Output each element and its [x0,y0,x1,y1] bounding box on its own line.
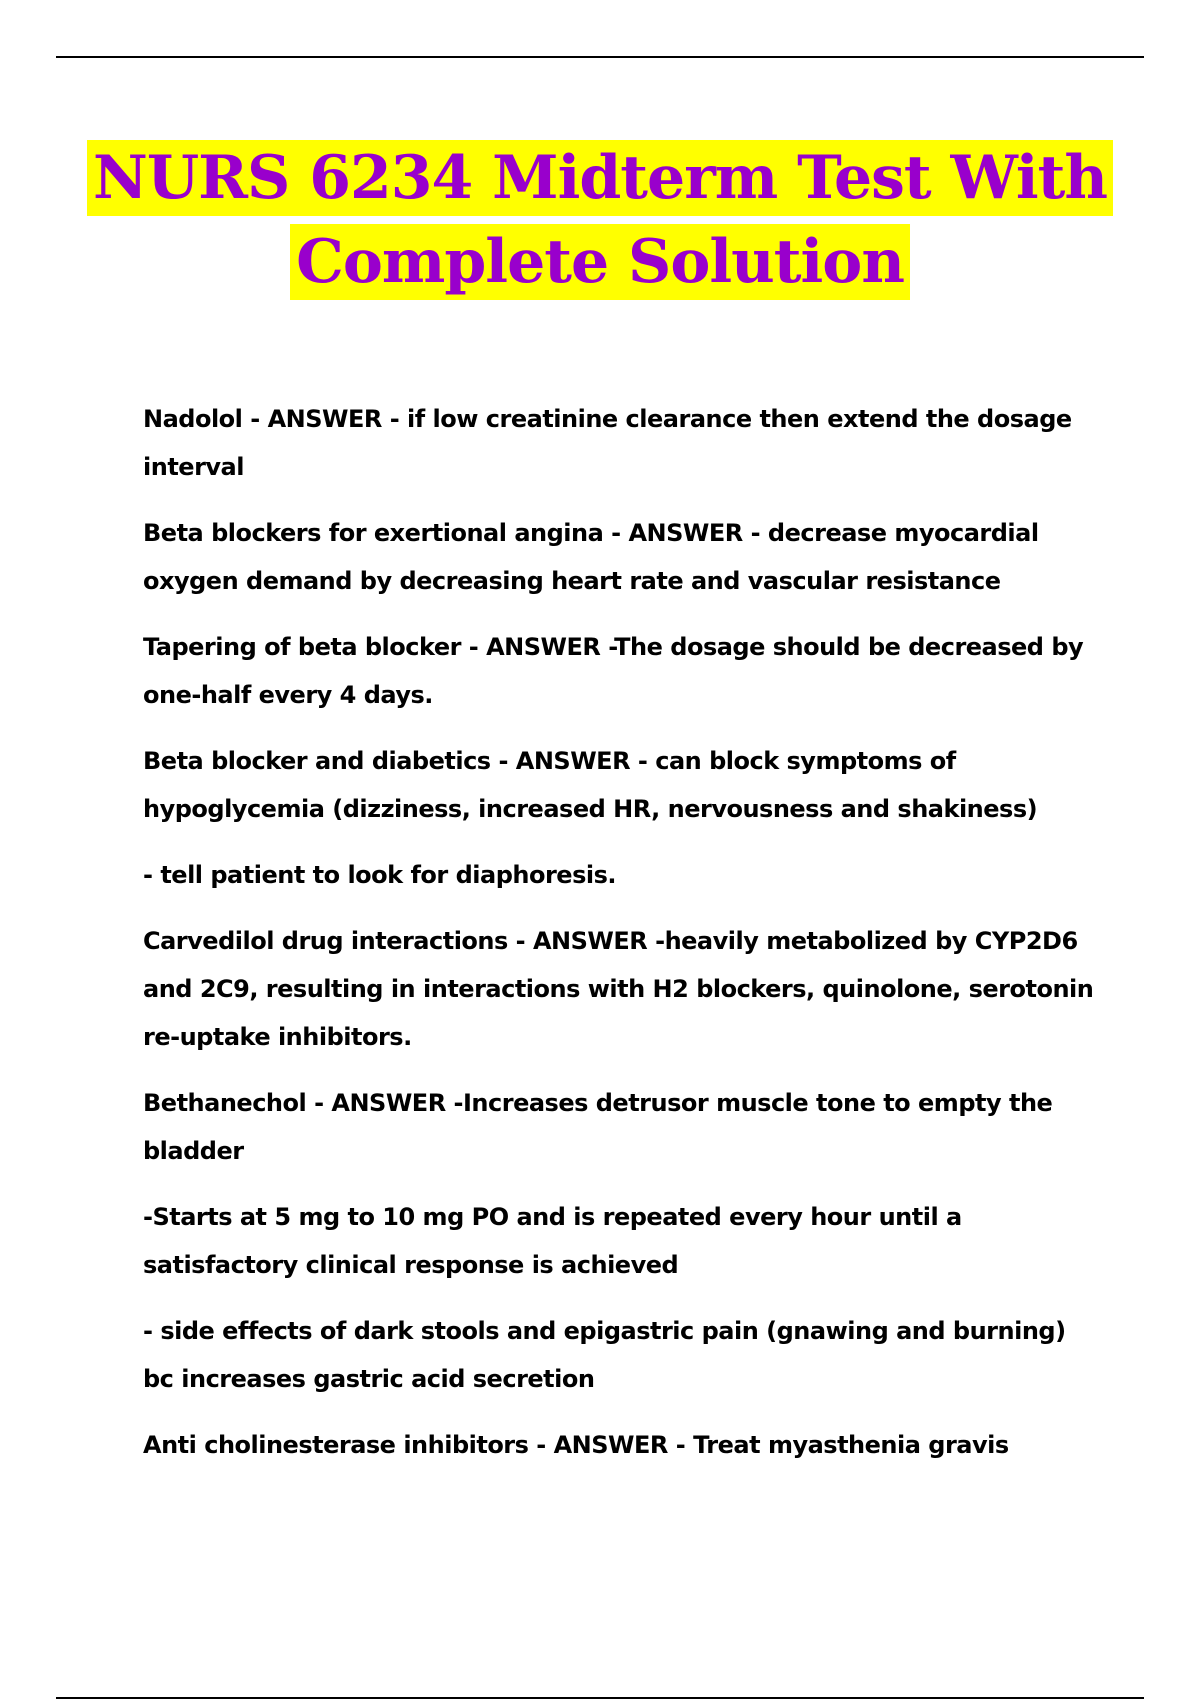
qa-paragraph: -Starts at 5 mg to 10 mg PO and is repeated every hour until a satisfactory clinical response is achieved [143,1203,962,1279]
qa-paragraph: Anti cholinesterase inhibitors - ANSWER - Treat myasthenia gravis [143,1431,1009,1459]
qa-paragraph: Carvedilol drug interactions - ANSWER -heavily metabolized by CYP2D6 and 2C9, resulting in interactions with H2 blockers, quinolone, serotonin re-uptake inhibitors. [143,927,1094,1051]
qa-paragraph: Nadolol - ANSWER - if low creatinine clearance then extend the dosage interval [143,405,1072,481]
qa-paragraph: Bethanechol - ANSWER -Increases detrusor muscle tone to empty the bladder [143,1089,1053,1165]
document-title [0,140,1200,300]
qa-paragraph: Beta blockers for exertional angina - ANSWER - decrease myocardial oxygen demand by decreasing heart rate and vascular resistance [143,519,1039,595]
qa-paragraph: Tapering of beta blocker - ANSWER -The dosage should be decreased by one-half every 4 days. [143,633,1084,709]
title-line-1: NURS 6234 Midterm Test With [87,140,1113,216]
title-line-2: Complete Solution [290,224,910,300]
qa-paragraph: - side effects of dark stools and epigastric pain (gnawing and burning) bc increases gastric acid secretion [143,1317,1066,1393]
qa-list [143,395,1103,1487]
bottom-rule [56,1697,1144,1699]
top-rule [56,56,1144,58]
qa-paragraph: Beta blocker and diabetics - ANSWER - can block symptoms of hypoglycemia (dizziness, increased HR, nervousness and shakiness) [143,747,1038,823]
qa-paragraph: - tell patient to look for diaphoresis. [143,861,616,889]
